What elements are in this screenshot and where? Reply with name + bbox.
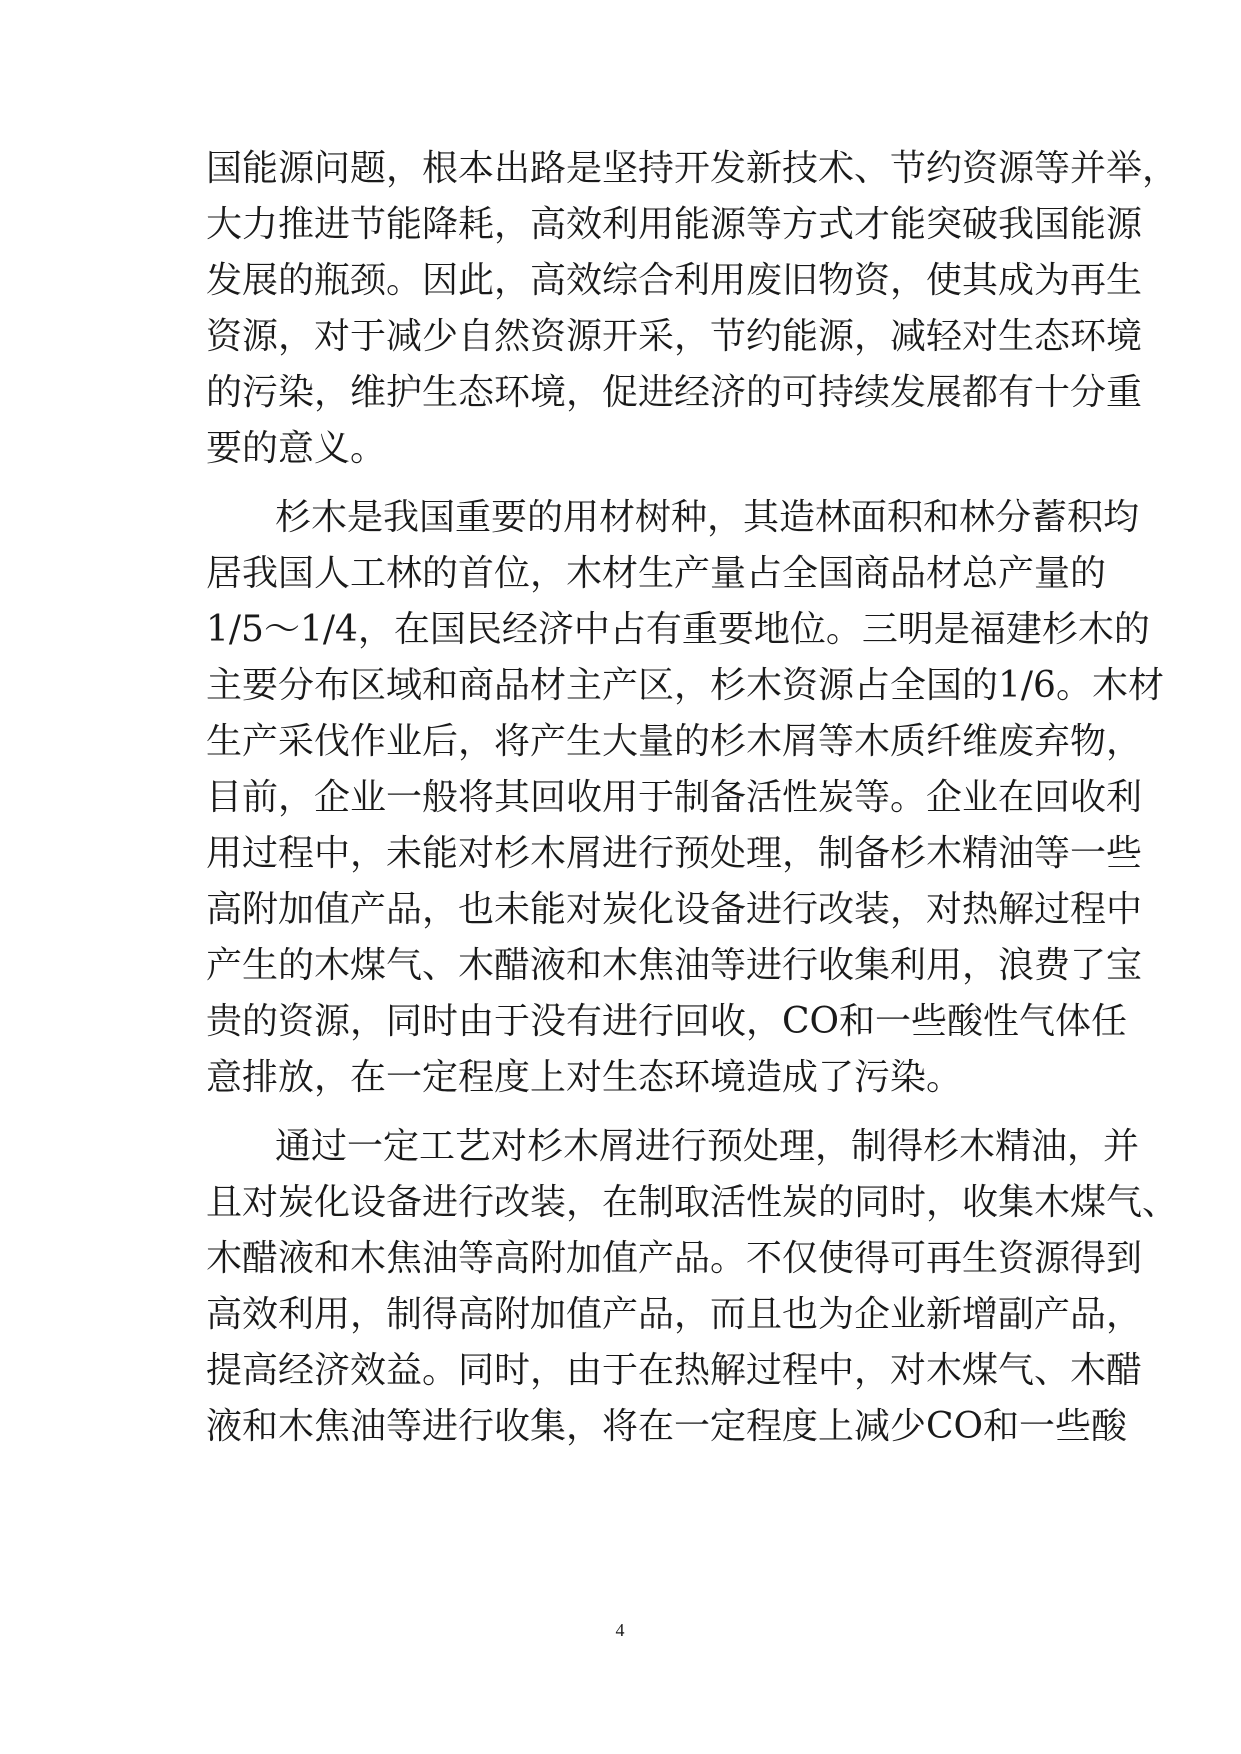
- paragraph-3-line-6: 液和木焦油等进行收集，将在一定程度上减少CO和一些酸: [206, 1406, 1128, 1447]
- paragraph-2-line-11: 意排放，在一定程度上对生态环境造成了污染。: [206, 1057, 963, 1098]
- paragraph-2-line-2: 居我国人工林的首位，木材生产量占全国商品材总产量的: [206, 553, 1107, 594]
- paragraph-2-line-10: 贵的资源，同时由于没有进行回收，CO和一些酸性气体任: [206, 1001, 1128, 1042]
- paragraph-1-line-5: 的污染，维护生态环境，促进经济的可持续发展都有十分重: [206, 372, 1143, 413]
- paragraph-2-line-9: 产生的木煤气、木醋液和木焦油等进行收集利用，浪费了宝: [206, 945, 1143, 986]
- paragraph-2-line-7: 用过程中，未能对杉木屑进行预处理，制备杉木精油等一些: [206, 833, 1143, 874]
- paragraph-2-line-8: 高附加值产品，也未能对炭化设备进行改装，对热解过程中: [206, 889, 1143, 930]
- paragraph-1-line-3: 发展的瓶颈。因此，高效综合利用废旧物资，使其成为再生: [206, 260, 1143, 301]
- paragraph-2-line-3: 1/5～1/4，在国民经济中占有重要地位。三明是福建杉木的: [206, 609, 1150, 650]
- paragraph-2-line-1: 杉木是我国重要的用材树种，其造林面积和林分蓄积均: [275, 497, 1140, 538]
- paragraph-2-line-4: 主要分布区域和商品材主产区，杉木资源占全国的1/6。木材: [206, 665, 1164, 706]
- paragraph-3-line-2: 且对炭化设备进行改装，在制取活性炭的同时，收集木煤气、: [206, 1182, 1179, 1223]
- paragraph-2-line-5: 生产采伐作业后，将产生大量的杉木屑等木质纤维废弃物，: [206, 721, 1143, 762]
- paragraph-1-line-4: 资源，对于减少自然资源开采，节约能源，减轻对生态环境: [206, 316, 1143, 357]
- paragraph-3-line-5: 提高经济效益。同时，由于在热解过程中，对木煤气、木醋: [206, 1350, 1143, 1391]
- paragraph-1-line-6: 要的意义。: [206, 428, 387, 469]
- page-number: 4: [615, 1620, 625, 1640]
- paragraph-2-line-6: 目前，企业一般将其回收用于制备活性炭等。企业在回收利: [206, 777, 1143, 818]
- paragraph-1-line-2: 大力推进节能降耗，高效利用能源等方式才能突破我国能源: [206, 204, 1143, 245]
- paragraph-3-line-1: 通过一定工艺对杉木屑进行预处理，制得杉木精油，并: [275, 1126, 1140, 1167]
- paragraph-1-line-1: 国能源问题，根本出路是坚持开发新技术、节约资源等并举，: [206, 148, 1179, 189]
- paragraph-3-line-4: 高效利用，制得高附加值产品，而且也为企业新增副产品，: [206, 1294, 1143, 1335]
- paragraph-3-line-3: 木醋液和木焦油等高附加值产品。不仅使得可再生资源得到: [206, 1238, 1143, 1279]
